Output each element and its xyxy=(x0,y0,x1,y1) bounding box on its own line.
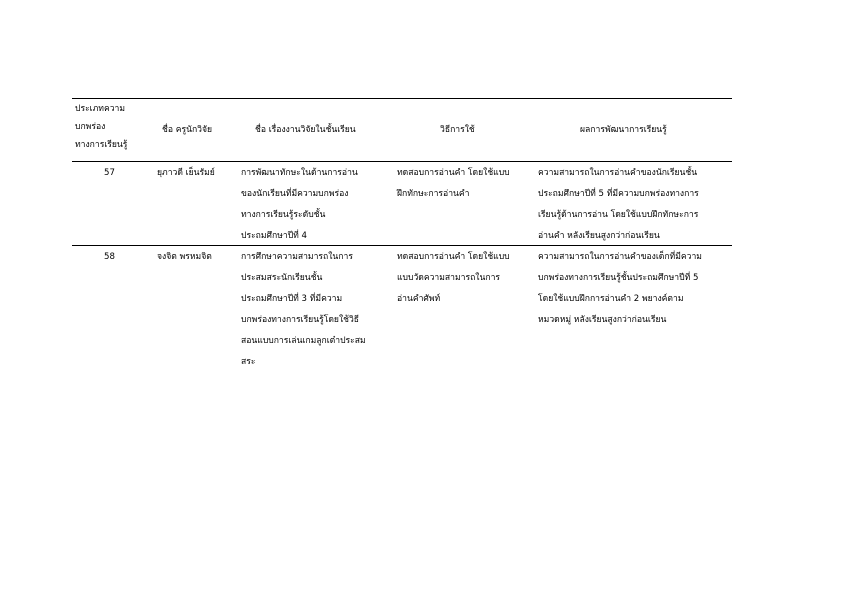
header-bottom-rule xyxy=(72,161,732,162)
row-title xyxy=(241,247,366,373)
header-type xyxy=(75,100,127,154)
row-researcher: ยุภาวดี เย็นรัมย์ xyxy=(157,168,215,178)
header-type-line: ประเภทความ xyxy=(75,104,126,114)
header-type-line: ทางการเรียนรู้ xyxy=(75,140,128,150)
row-result-line: อ่านคำ หลังเรียนสูงกว่าก่อนเรียน xyxy=(538,231,660,241)
header-result: ผลการพัฒนาการเรียนรู้ xyxy=(580,125,667,135)
row-result-line: โดยใช้แบบฝึกการอ่านคำ 2 พยางค์ตาม xyxy=(538,294,684,304)
row-title-line: ทางการเรียนรู้ระดับชั้น xyxy=(241,210,326,220)
row-title-line: สระ xyxy=(241,357,256,367)
header-type-line: บกพร่อง xyxy=(75,122,106,132)
row-title-line: การศึกษาความสามารถในการ xyxy=(241,252,353,262)
row-title-line: การพัฒนาทักษะในด้านการอ่าน xyxy=(241,168,358,178)
row-researcher: จงจิต พรหมจิต xyxy=(157,252,212,262)
row-number: 57 xyxy=(104,168,115,178)
row-result xyxy=(538,247,702,331)
row-result-line: หมวดหมู่ หลังเรียนสูงกว่าก่อนเรียน xyxy=(538,315,667,325)
row-result-line: ประถมศึกษาปีที่ 5 ที่มีความบกพร่องทางการ xyxy=(538,189,699,199)
row-result xyxy=(538,163,699,247)
row-method xyxy=(397,247,510,310)
row-result-line: เรียนรู้ด้านการอ่าน โดยใช้แบบฝึกทักษะการ xyxy=(538,210,699,220)
row-title xyxy=(241,163,358,247)
row-title-line: ประถมศึกษาปีที่ 3 ที่มีความ xyxy=(241,294,343,304)
row-title-line: ประสมสระนักเรียนชั้น xyxy=(241,273,323,283)
row-result-line: ความสามารถในการอ่านคำของนักเรียนชั้น xyxy=(538,168,698,178)
row-title-line: สอนแบบการเล่นเกมลูกเต๋าประสม xyxy=(241,336,366,346)
header-method: วิธีการใช้ xyxy=(440,125,475,135)
row-method-line: อ่านคำศัพท์ xyxy=(397,294,441,304)
row-method xyxy=(397,163,510,205)
header-title: ชื่อ เรื่องงานวิจัยในชั้นเรียน xyxy=(255,125,356,135)
row-title-line: ประถมศึกษาปีที่ 4 xyxy=(241,231,308,241)
row-result-line: ความสามารถในการอ่านคำของเด็กที่มีความ xyxy=(538,252,702,262)
row-method-line: ฝึกทักษะการอ่านคำ xyxy=(397,189,470,199)
row-method-line: ทดสอบการอ่านคำ โดยใช้แบบ xyxy=(397,252,510,262)
table-top-rule xyxy=(72,98,732,99)
row-title-line: ของนักเรียนที่มีความบกพร่อง xyxy=(241,189,349,199)
header-researcher: ชื่อ ครูนักวิจัย xyxy=(162,125,213,135)
row-method-line: ทดสอบการอ่านคำ โดยใช้แบบ xyxy=(397,168,510,178)
row-title-line: บกพร่องทางการเรียนรู้โดยใช้วิธี xyxy=(241,315,360,325)
row-method-line: แบบวัดความสามารถในการ xyxy=(397,273,501,283)
row-result-line: บกพร่องทางการเรียนรู้ชั้นประถมศึกษาปีที่ 5 xyxy=(538,273,699,283)
row-number: 58 xyxy=(104,252,115,262)
